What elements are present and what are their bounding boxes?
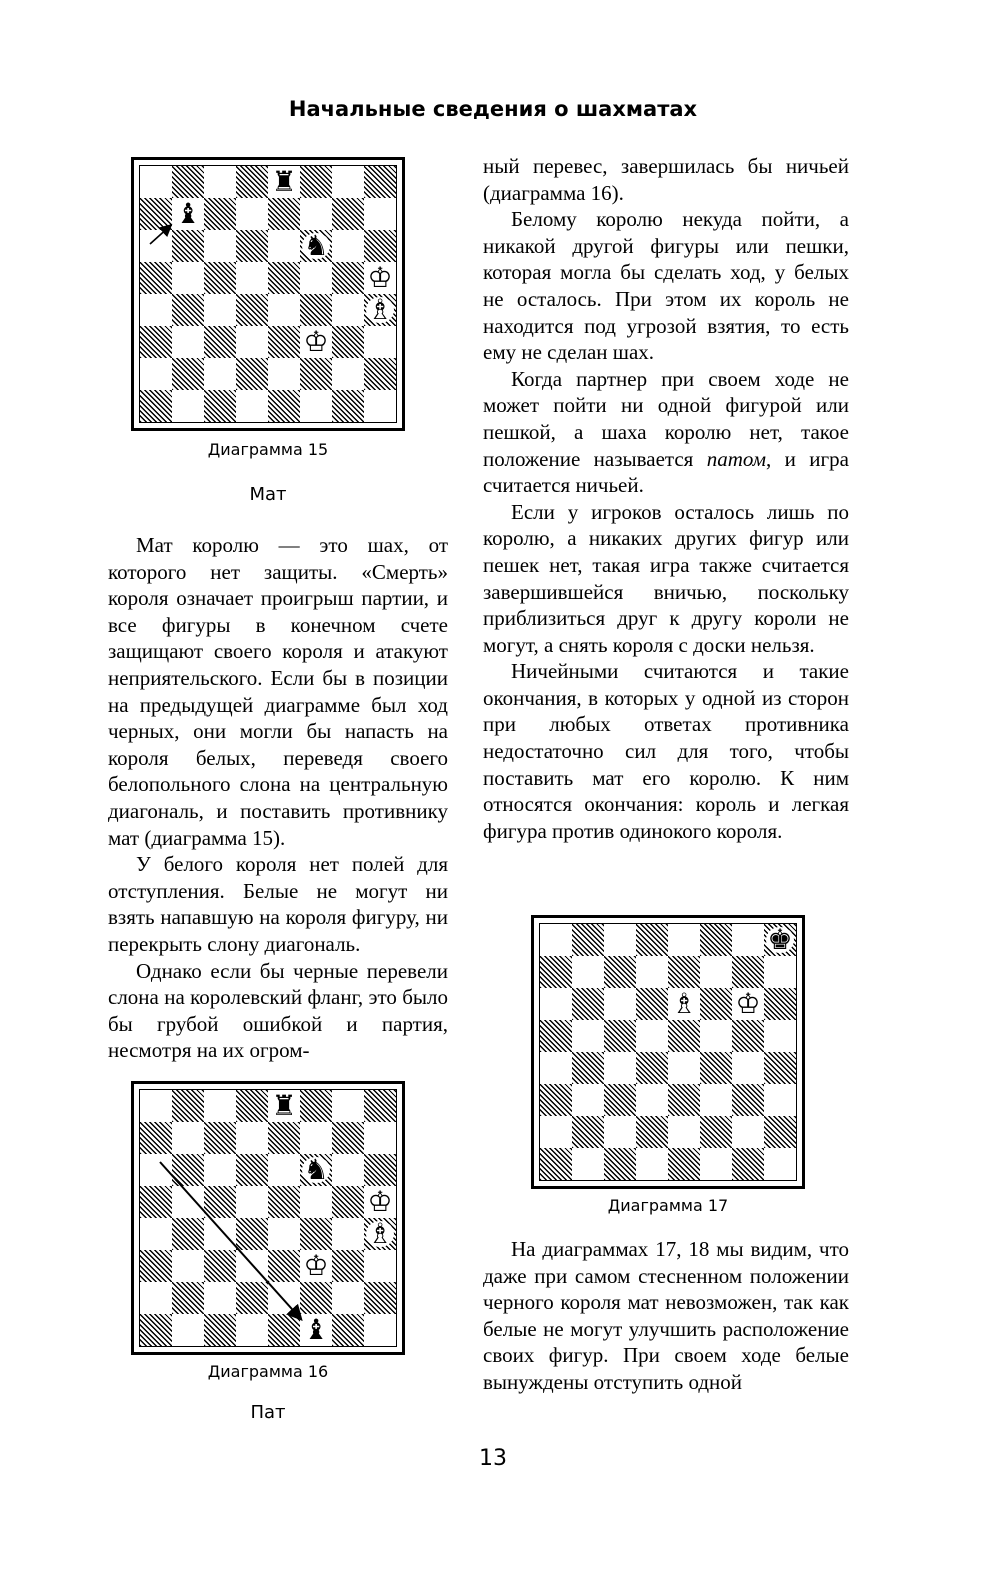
diagram-15-title: Мат — [249, 484, 287, 505]
board-square — [572, 1116, 604, 1148]
diagram-16-caption: Диаграмма 16 — [207, 1362, 329, 1381]
board-square — [636, 924, 668, 956]
board-square — [700, 988, 732, 1020]
board-square — [236, 262, 268, 294]
board-square — [700, 1148, 732, 1180]
board-square — [364, 1122, 396, 1154]
board-square — [236, 1154, 268, 1186]
board-square — [236, 166, 268, 198]
board-square — [300, 1122, 332, 1154]
board-square — [332, 1122, 364, 1154]
board-square — [172, 1122, 204, 1154]
board-square — [668, 924, 700, 956]
diagram-17-caption: Диаграмма 17 — [607, 1196, 729, 1215]
board-square — [540, 1084, 572, 1116]
board-square — [236, 358, 268, 390]
board-square — [572, 1020, 604, 1052]
board-square — [204, 198, 236, 230]
board-square — [140, 1282, 172, 1314]
board-square — [204, 1186, 236, 1218]
paragraph: ный перевес, завершилась бы ничьей (диаграмма 16). — [483, 154, 849, 205]
board-square — [540, 956, 572, 988]
paragraph: Мат королю — это шах, от которого нет защиты. «Смерть» короля означает проигрыш партии, и все фигуры в конечном счете защищают своего короля и атакуют неприятельского. Если бы в позиции на предыдущей диаграмме был ход черных, они могли бы напасть на короля белых, переведя своего белопольного слона на центральную диагональ, и поставить противнику мат (диаграмма 15). — [108, 533, 448, 850]
board-square — [300, 390, 332, 422]
board-square — [636, 1116, 668, 1148]
board-square — [300, 294, 332, 326]
board-square — [364, 1314, 396, 1346]
board-square — [540, 1052, 572, 1084]
board-square — [236, 1314, 268, 1346]
board-square — [668, 1052, 700, 1084]
white-king-icon: ♔ — [367, 1185, 393, 1218]
board-square — [732, 1084, 764, 1116]
board-square — [140, 390, 172, 422]
board-square — [764, 1052, 796, 1084]
board-square — [140, 1314, 172, 1346]
board-square — [300, 262, 332, 294]
board-square — [140, 1122, 172, 1154]
board-square — [140, 1154, 172, 1186]
board-square — [604, 924, 636, 956]
board-square — [764, 1148, 796, 1180]
board-square — [364, 1090, 396, 1122]
board-square — [636, 956, 668, 988]
board-square — [172, 390, 204, 422]
board-square — [764, 1116, 796, 1148]
board-square — [172, 1154, 204, 1186]
board-square — [732, 1052, 764, 1084]
black-bishop-icon: ♝ — [175, 197, 201, 230]
diagram-16-title: Пат — [250, 1402, 286, 1423]
board-square — [364, 326, 396, 358]
board-square — [668, 1116, 700, 1148]
board-square — [236, 198, 268, 230]
board-square — [364, 166, 396, 198]
board-square — [572, 924, 604, 956]
board-square — [604, 1148, 636, 1180]
board-square — [764, 1084, 796, 1116]
board-square — [236, 1282, 268, 1314]
paragraph: На диаграммах 17, 18 мы видим, что даже при самом стесненном положении черного короля мат невозможен, так как белые не могут улучшить расположение своих фигур. При своем ходе белые вынуждены отступить одной — [483, 1237, 849, 1394]
left-text-column — [108, 532, 448, 1064]
board-square — [700, 1084, 732, 1116]
board-square — [204, 1282, 236, 1314]
board-square — [764, 1020, 796, 1052]
board-square — [572, 1052, 604, 1084]
board-square — [700, 956, 732, 988]
board-square — [636, 988, 668, 1020]
board-square — [268, 358, 300, 390]
board-square — [332, 166, 364, 198]
board-square — [604, 1052, 636, 1084]
board-square — [204, 230, 236, 262]
board-square — [172, 1218, 204, 1250]
board-square — [332, 326, 364, 358]
board-square — [172, 1282, 204, 1314]
board-square — [140, 326, 172, 358]
board-square — [204, 390, 236, 422]
board-square — [140, 230, 172, 262]
board-square — [572, 956, 604, 988]
board-square — [700, 924, 732, 956]
paragraph — [483, 366, 849, 499]
board-square — [700, 1052, 732, 1084]
white-king-icon: ♔ — [303, 1249, 329, 1282]
white-king-icon: ♔ — [367, 261, 393, 294]
board-square — [236, 230, 268, 262]
board-square — [172, 1314, 204, 1346]
board-square — [140, 358, 172, 390]
board-square — [604, 988, 636, 1020]
board-square — [204, 1122, 236, 1154]
board-square — [732, 1116, 764, 1148]
board-square — [140, 166, 172, 198]
board-square — [364, 230, 396, 262]
board-square — [268, 1282, 300, 1314]
board-square — [268, 198, 300, 230]
board-square — [268, 1122, 300, 1154]
white-bishop-icon: ♗ — [367, 293, 393, 326]
black-knight-icon: ♞ — [303, 229, 329, 262]
board-square — [300, 1218, 332, 1250]
board-square — [236, 390, 268, 422]
page-number: 13 — [479, 1446, 507, 1471]
board-square — [300, 1090, 332, 1122]
board-square — [236, 1250, 268, 1282]
board-square — [172, 358, 204, 390]
board-square — [332, 198, 364, 230]
board-square — [668, 1020, 700, 1052]
board-square — [236, 1218, 268, 1250]
paragraph: Однако если бы черные перевели слона на королевский фланг, это было бы грубой ошибкой и партия, несмотря на их огром- — [108, 958, 448, 1063]
board-square — [140, 1250, 172, 1282]
paragraph: Ничейными считаются и такие окончания, в которых у одной из сторон при любых ответах противника недостаточно сил для того, чтобы поставить мат его королю. К ним относятся окончания: король и легкая фигура против одинокого короля. — [483, 659, 849, 843]
board-square — [332, 1314, 364, 1346]
board-square — [140, 1186, 172, 1218]
paragraph: Если у игроков осталось лишь по королю, а никаких других фигур или пешек нет, такая игра также считается завершившейся вничью, поскольку приблизиться друг к другу короли не могут, а снять короля с доски нельзя. — [483, 499, 849, 657]
chessboard-diagram-17 — [531, 915, 805, 1189]
board-square — [364, 390, 396, 422]
board-square — [700, 1020, 732, 1052]
emphasized-term: патом — [706, 446, 767, 471]
board-square — [268, 1154, 300, 1186]
board-square — [204, 358, 236, 390]
board-square — [172, 294, 204, 326]
board-square — [540, 1148, 572, 1180]
board-square — [204, 166, 236, 198]
text-span: Когда партнер при своем ходе не может пойти ни одной фигурой или пешкой, а шаха королю нет, такое положение называется — [483, 366, 849, 471]
white-bishop-icon: ♗ — [671, 987, 697, 1020]
board-square — [332, 390, 364, 422]
board-square — [172, 166, 204, 198]
board-square — [332, 1154, 364, 1186]
board-square — [268, 326, 300, 358]
board-square — [268, 230, 300, 262]
board-square — [268, 294, 300, 326]
board-square — [140, 198, 172, 230]
board-square — [636, 1020, 668, 1052]
board-square — [668, 956, 700, 988]
right-text-column-top — [483, 153, 849, 844]
board-square — [364, 358, 396, 390]
board-square — [300, 166, 332, 198]
board-square — [236, 326, 268, 358]
black-knight-icon: ♞ — [303, 1153, 329, 1186]
board-square — [604, 956, 636, 988]
board-square — [700, 1116, 732, 1148]
board-square — [604, 1116, 636, 1148]
board-square — [668, 1148, 700, 1180]
black-king-icon: ♚ — [767, 923, 793, 956]
board-square — [204, 262, 236, 294]
board-square — [268, 262, 300, 294]
running-header: Начальные сведения о шахматах — [288, 97, 698, 121]
paragraph: Белому королю некуда пойти, а никакой другой фигуры или пешки, которая могла бы сделать ход, у белых не осталось. При этом их король не находится под угрозой взятия, то есть ему не сделан шах. — [483, 207, 849, 365]
board-square — [732, 1148, 764, 1180]
black-rook-icon: ♜ — [271, 165, 297, 198]
board-square — [204, 294, 236, 326]
board-square — [364, 1250, 396, 1282]
board-square — [236, 294, 268, 326]
chessboard-diagram-16 — [131, 1081, 405, 1355]
board-square — [236, 1090, 268, 1122]
board-square — [172, 1090, 204, 1122]
board-square — [300, 358, 332, 390]
board-square — [204, 326, 236, 358]
board-square — [140, 262, 172, 294]
board-square — [540, 924, 572, 956]
board-square — [604, 1020, 636, 1052]
board-square — [732, 924, 764, 956]
board-square — [140, 1090, 172, 1122]
board-square — [204, 1250, 236, 1282]
white-bishop-icon: ♗ — [367, 1217, 393, 1250]
board-square — [204, 1218, 236, 1250]
board-square — [204, 1314, 236, 1346]
board-square — [332, 262, 364, 294]
board-square — [668, 1084, 700, 1116]
board-square — [204, 1154, 236, 1186]
board-square — [764, 956, 796, 988]
board-square — [332, 358, 364, 390]
board-square — [172, 230, 204, 262]
board-square — [236, 1122, 268, 1154]
board-square — [332, 230, 364, 262]
board-square — [764, 988, 796, 1020]
board-square — [332, 1218, 364, 1250]
board-square — [300, 1282, 332, 1314]
board-square — [604, 1084, 636, 1116]
board-square — [636, 1084, 668, 1116]
board-square — [332, 1250, 364, 1282]
board-square — [268, 1186, 300, 1218]
board-square — [204, 1090, 236, 1122]
board-square — [572, 1148, 604, 1180]
board-square — [572, 988, 604, 1020]
board-square — [732, 956, 764, 988]
board-square — [172, 1250, 204, 1282]
board-square — [540, 988, 572, 1020]
board-square — [332, 1090, 364, 1122]
board-square — [300, 1186, 332, 1218]
chessboard-diagram-15 — [131, 157, 405, 431]
board-square — [140, 1218, 172, 1250]
board-square — [636, 1148, 668, 1180]
right-text-column-bottom — [483, 1236, 849, 1396]
board-square — [636, 1052, 668, 1084]
board-square — [268, 1314, 300, 1346]
board-square — [172, 262, 204, 294]
board-square — [540, 1020, 572, 1052]
board-square — [364, 1282, 396, 1314]
black-rook-icon: ♜ — [271, 1089, 297, 1122]
diagram-15-caption: Диаграмма 15 — [207, 440, 329, 459]
paragraph: У белого короля нет полей для отступления. Белые не могут ни взять напавшую на короля фигуру, ни перекрыть слону диагональ. — [108, 852, 448, 956]
black-bishop-icon: ♝ — [303, 1313, 329, 1346]
board-square — [236, 1186, 268, 1218]
board-square — [332, 294, 364, 326]
text-span: , и игра считается ничьей. — [483, 446, 849, 498]
board-square — [300, 198, 332, 230]
board-square — [268, 1250, 300, 1282]
board-square — [268, 390, 300, 422]
board-square — [172, 326, 204, 358]
board-square — [540, 1116, 572, 1148]
white-king-icon: ♔ — [303, 325, 329, 358]
board-square — [332, 1186, 364, 1218]
board-square — [572, 1084, 604, 1116]
board-square — [364, 1154, 396, 1186]
board-square — [332, 1282, 364, 1314]
white-king-icon: ♔ — [735, 987, 761, 1020]
board-square — [140, 294, 172, 326]
board-square — [732, 1020, 764, 1052]
board-square — [364, 198, 396, 230]
board-square — [268, 1218, 300, 1250]
board-square — [172, 1186, 204, 1218]
